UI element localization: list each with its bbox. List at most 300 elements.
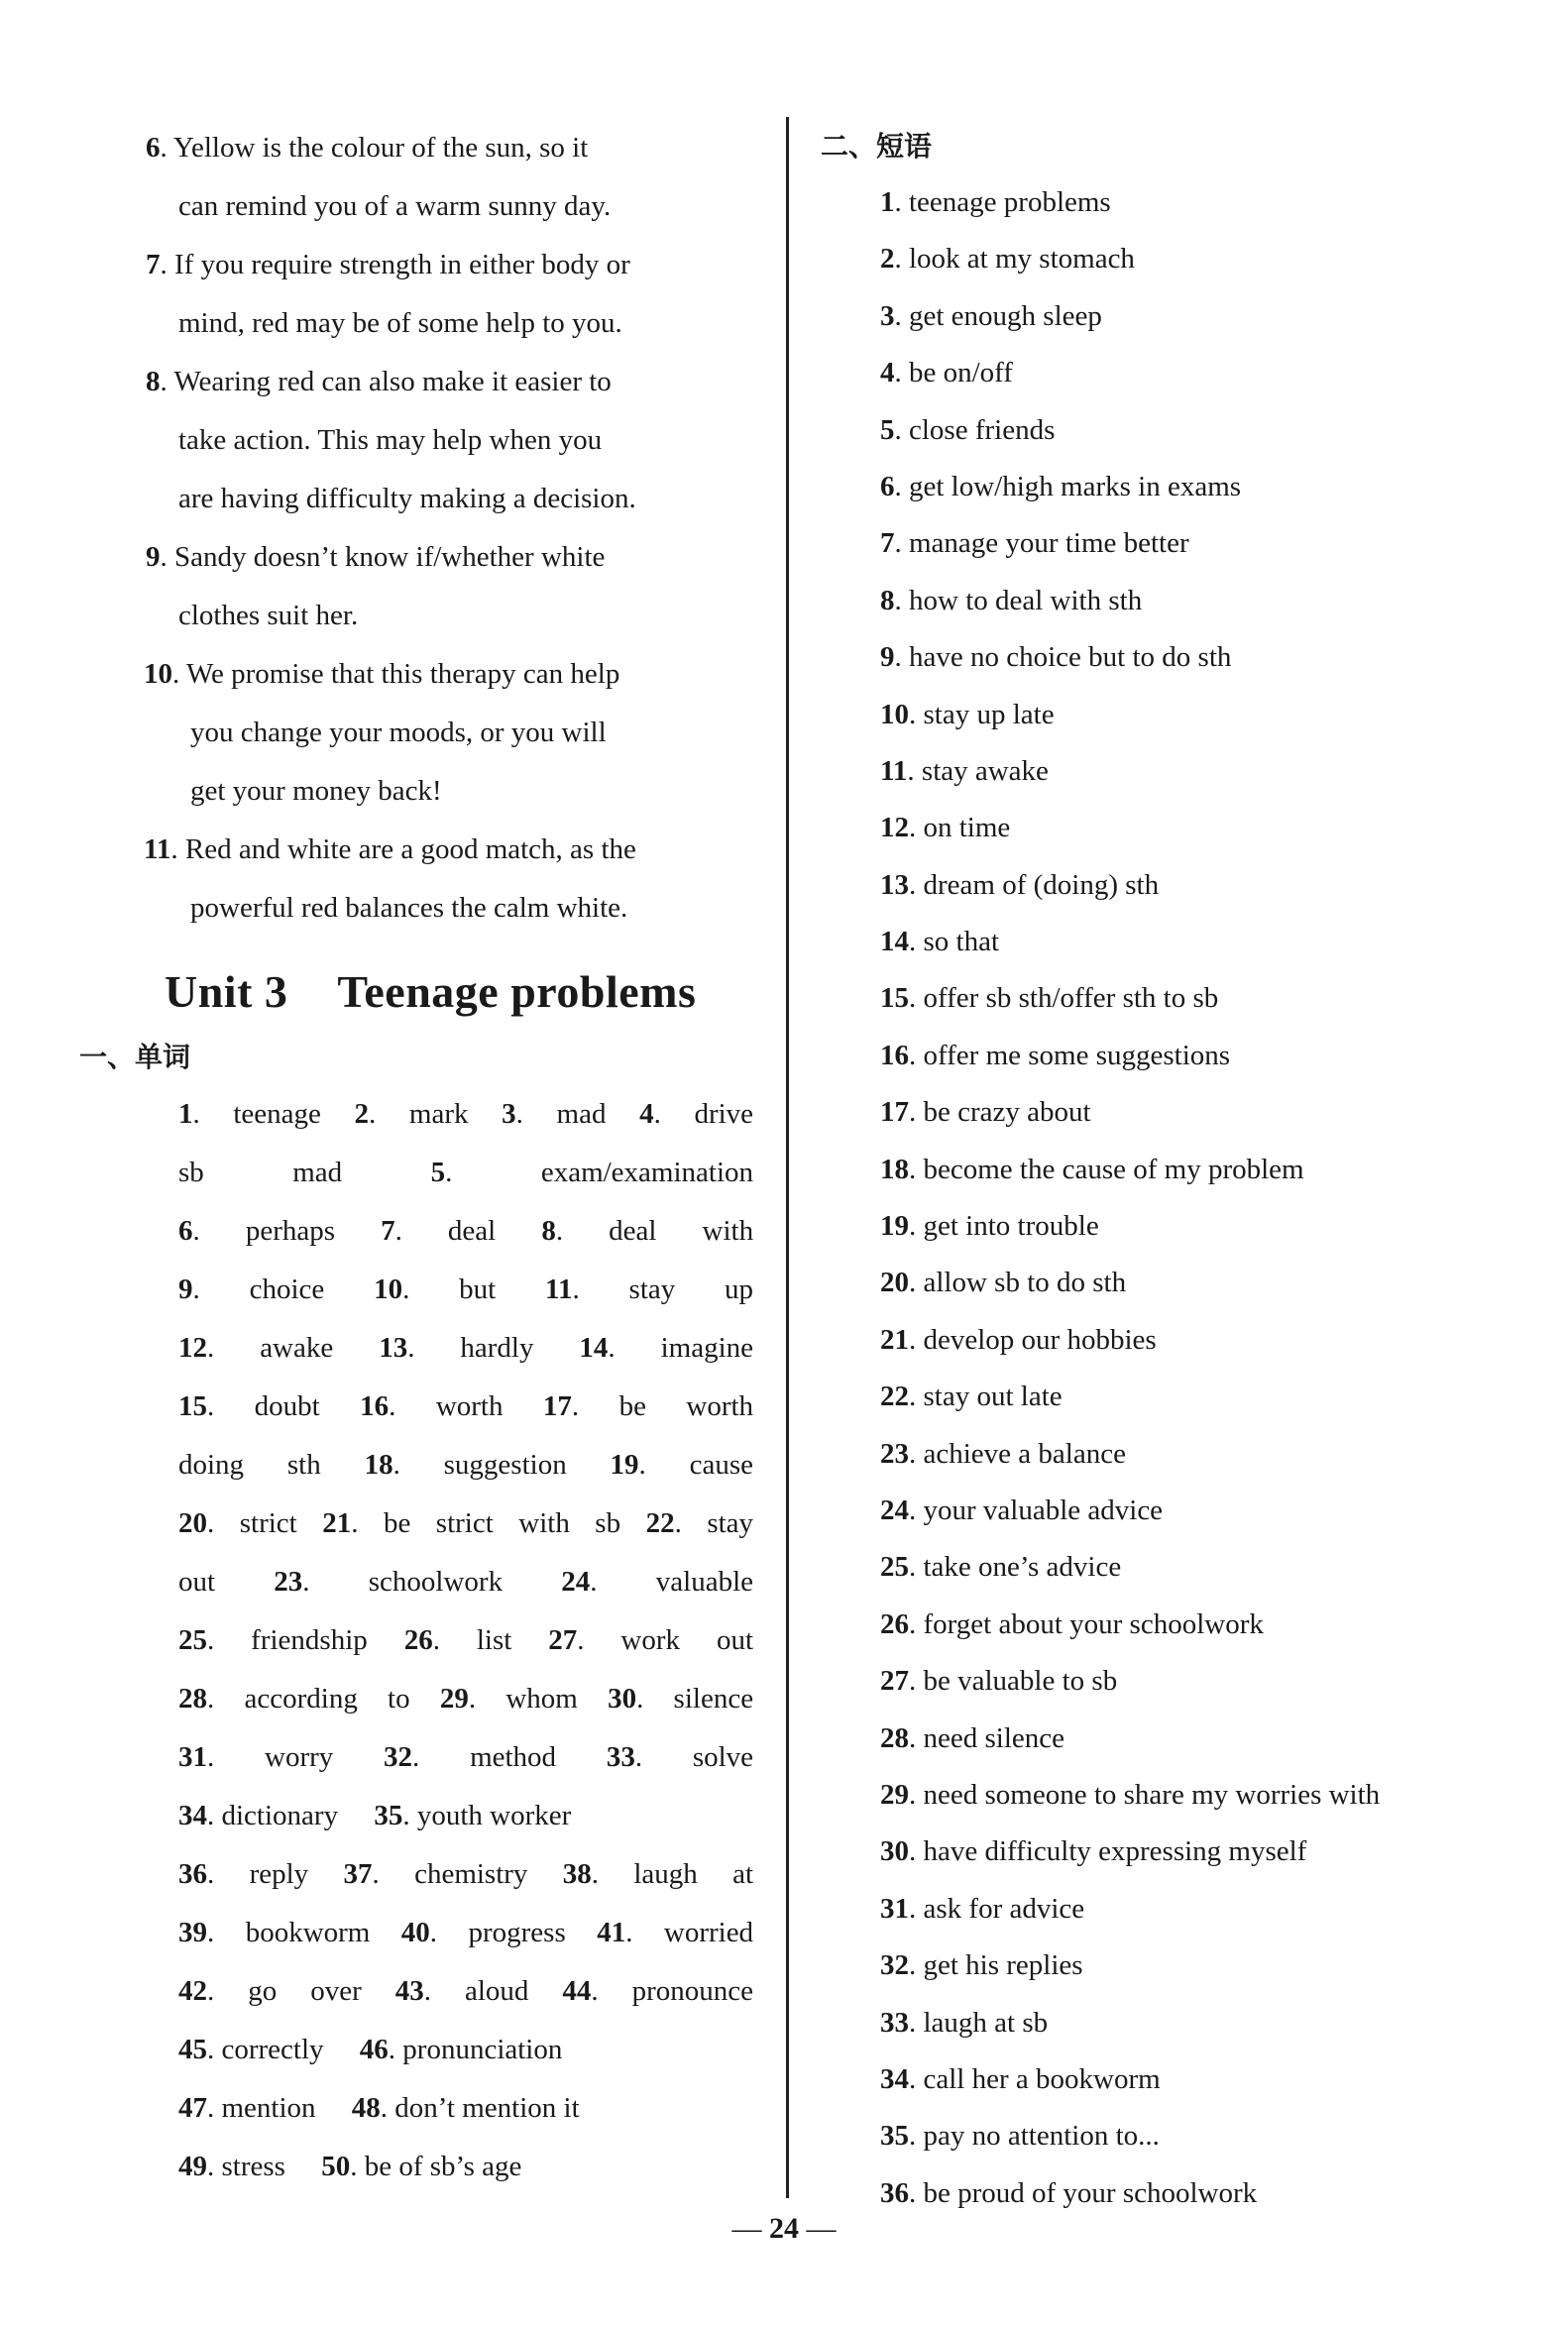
word-number: 47 <box>178 2092 207 2124</box>
word-row <box>178 1962 753 2021</box>
phrase-text: get his replies <box>923 1949 1083 1982</box>
phrase-item: 29. need someone to share my worries with <box>880 1778 1381 1811</box>
right-column <box>821 119 1514 2222</box>
phrase-item: 26. forget about your schoolwork <box>880 1607 1264 1640</box>
phrase-item: 31. ask for advice <box>880 1892 1085 1925</box>
phrase-number: 28 <box>880 1721 909 1754</box>
word-number: 9 <box>178 1273 193 1305</box>
word-entry: 13. hardly <box>379 1332 534 1364</box>
word-text: drive <box>694 1098 754 1130</box>
phrase-text: allow sb to do sth <box>923 1267 1127 1299</box>
word-entry: 8. deal with <box>541 1215 754 1247</box>
word-row <box>178 2079 753 2138</box>
phrase-number: 34 <box>880 2062 909 2095</box>
word-text: imagine <box>660 1332 754 1364</box>
phrase-item: 22. stay out late <box>880 1381 1063 1413</box>
sentence-line: . Sandy doesn’t know if/whether white <box>160 541 606 573</box>
word-number: 8 <box>541 1215 556 1247</box>
sentence-line: get your money back! <box>190 775 442 807</box>
phrase-number: 16 <box>880 1039 909 1071</box>
word-text: hardly <box>460 1332 534 1364</box>
word-number: 16 <box>360 1390 390 1422</box>
word-number: 19 <box>610 1449 639 1481</box>
phrase-number: 31 <box>880 1892 909 1925</box>
word-entry: 34. dictionary <box>178 1800 339 1831</box>
phrase-item: 4. be on/off <box>880 357 1013 389</box>
sentence-item <box>119 528 753 645</box>
phrase-item: 2. look at my stomach <box>880 243 1135 276</box>
word-number: 10 <box>374 1273 403 1305</box>
phrase-item: 7. manage your time better <box>880 527 1189 560</box>
word-row <box>178 1611 753 1670</box>
phrase-text: how to deal with sth <box>909 584 1143 616</box>
word-row <box>178 1319 753 1378</box>
word-entry: 26. list <box>403 1624 512 1656</box>
phrase-number: 22 <box>880 1381 909 1413</box>
phrase-item: 19. get into trouble <box>880 1210 1099 1243</box>
sentence-item <box>119 645 753 821</box>
phrase-number: 3 <box>880 299 895 332</box>
phrase-number: 6 <box>880 470 895 502</box>
word-row <box>178 1787 753 1845</box>
phrase-number: 8 <box>880 584 895 616</box>
phrase-number: 9 <box>880 641 895 674</box>
word-entry: 28. according to <box>178 1683 410 1715</box>
phrase-number: 32 <box>880 1949 909 1982</box>
word-entry: 37. chemistry <box>343 1858 528 1890</box>
word-text: mention <box>221 2092 316 2124</box>
word-row <box>178 1202 753 1261</box>
sentence-line: can remind you of a warm sunny day. <box>178 190 612 222</box>
phrase-text: be on/off <box>909 357 1013 389</box>
word-entry: 4. drive <box>639 1098 754 1130</box>
word-number: 44 <box>562 1975 592 2007</box>
phrase-item: 10. stay up late <box>880 698 1055 730</box>
word-number: 15 <box>178 1390 207 1422</box>
phrase-text: be crazy about <box>923 1096 1091 1129</box>
word-text: perhaps <box>245 1215 336 1247</box>
word-number: 5 <box>430 1157 446 1188</box>
words-section-heading: 一、单词 <box>79 1041 191 1073</box>
phrase-number: 15 <box>880 982 909 1015</box>
word-number: 28 <box>178 1683 207 1715</box>
unit-heading <box>165 965 753 1018</box>
phrase-item: 25. take one’s advice <box>880 1551 1122 1584</box>
word-text: awake <box>260 1332 334 1364</box>
word-row <box>178 1670 753 1728</box>
phrase-text: need silence <box>923 1721 1065 1754</box>
word-entry: 9. choice <box>178 1273 325 1305</box>
phrase-number: 26 <box>880 1607 909 1640</box>
page-number-value: 24 <box>769 2212 799 2245</box>
phrase-text: be valuable to sb <box>923 1665 1118 1698</box>
sentence-item <box>119 353 753 528</box>
word-entry: 5. exam/examination <box>430 1157 754 1188</box>
word-entry: 17. be worth <box>542 1390 754 1422</box>
sentence-number: 6 <box>146 132 161 164</box>
phrase-item: 30. have difficulty expressing myself <box>880 1835 1307 1868</box>
sentence-line: . Yellow is the colour of the sun, so it <box>160 132 589 164</box>
column-divider <box>786 117 789 2198</box>
phrase-item: 23. achieve a balance <box>880 1437 1126 1470</box>
word-number: 26 <box>403 1624 433 1656</box>
word-number: 33 <box>606 1741 635 1773</box>
word-number: 3 <box>502 1098 516 1130</box>
word-text: friendship <box>251 1624 368 1656</box>
phrase-number: 2 <box>880 243 895 276</box>
sentence-item <box>119 821 753 938</box>
word-entry: 21. be strict with sb <box>322 1507 621 1539</box>
word-entry: 44. pronounce <box>562 1975 754 2007</box>
sentence-number: 11 <box>144 833 171 865</box>
phrase-item: 15. offer sb sth/offer sth to sb <box>880 982 1219 1015</box>
phrase-number: 1 <box>880 186 895 218</box>
phrase-number: 7 <box>880 527 895 560</box>
phrase-number: 11 <box>880 754 908 787</box>
word-entry: 42. go over <box>178 1975 362 2007</box>
word-entry: 36. reply <box>178 1858 309 1890</box>
phrase-number: 23 <box>880 1437 909 1470</box>
word-number: 34 <box>178 1800 207 1831</box>
word-text: stay up <box>628 1273 754 1305</box>
word-entry: 10. but <box>374 1273 497 1305</box>
phrases-section-heading: 二、短语 <box>821 130 933 163</box>
phrase-item: 6. get low/high marks in exams <box>880 470 1242 502</box>
word-text: don’t mention it <box>394 2092 580 2124</box>
word-number: 11 <box>545 1273 573 1305</box>
sentence-number: 8 <box>146 366 161 397</box>
word-text: strict <box>239 1507 297 1539</box>
word-entry: 12. awake <box>178 1332 334 1364</box>
phrase-text: achieve a balance <box>923 1437 1126 1470</box>
word-list <box>119 1085 753 2196</box>
phrase-number: 17 <box>880 1096 909 1129</box>
word-entry: 1. teenage <box>178 1098 321 1130</box>
translation-sentences <box>119 119 753 938</box>
phrase-text: offer me some suggestions <box>923 1039 1231 1071</box>
word-entry: 31. worry <box>178 1741 334 1773</box>
word-text: deal <box>447 1215 497 1247</box>
word-text: but <box>459 1273 497 1305</box>
phrase-text: close friends <box>909 413 1056 446</box>
phrase-text: offer sb sth/offer sth to sb <box>923 982 1219 1015</box>
word-text: solve <box>692 1741 754 1773</box>
word-number: 17 <box>542 1390 572 1422</box>
word-entry: 19. cause <box>610 1449 754 1481</box>
word-number: 29 <box>439 1683 469 1715</box>
word-number: 25 <box>178 1624 207 1656</box>
phrase-text: take one’s advice <box>923 1551 1122 1584</box>
word-entry: 23. schoolwork <box>274 1566 504 1598</box>
phrase-number: 25 <box>880 1551 909 1584</box>
phrase-item: 13. dream of (doing) sth <box>880 868 1160 901</box>
sentence-item <box>119 236 753 353</box>
phrase-text: need someone to share my worries with <box>923 1778 1381 1811</box>
word-row <box>178 1728 753 1787</box>
phrase-text: get low/high marks in exams <box>909 470 1242 502</box>
word-number: 13 <box>379 1332 408 1364</box>
word-number: 35 <box>374 1800 403 1831</box>
word-entry: 16. worth <box>360 1390 504 1422</box>
sentence-number: 9 <box>146 541 161 573</box>
word-row <box>178 1378 753 1436</box>
word-entry: 14. imagine <box>579 1332 754 1364</box>
word-number: 42 <box>178 1975 207 2007</box>
left-column <box>79 119 754 2196</box>
word-entry: 43. aloud <box>394 1975 529 2007</box>
phrase-number: 27 <box>880 1665 909 1698</box>
phrase-text: on time <box>923 812 1011 844</box>
word-number: 22 <box>645 1507 675 1539</box>
word-text: suggestion <box>443 1449 567 1481</box>
phrase-item: 18. become the cause of my problem <box>880 1153 1304 1185</box>
phrase-text: dream of (doing) sth <box>923 868 1160 901</box>
phrase-text: become the cause of my problem <box>923 1153 1304 1185</box>
phrase-item: 12. on time <box>880 812 1011 844</box>
phrase-item: 17. be crazy about <box>880 1096 1091 1129</box>
phrase-number: 4 <box>880 357 895 389</box>
word-number: 43 <box>394 1975 424 2007</box>
word-number: 21 <box>322 1507 352 1539</box>
phrase-text: call her a bookworm <box>923 2062 1161 2095</box>
word-number: 30 <box>608 1683 637 1715</box>
sentence-line: you change your moods, or you will <box>190 717 607 748</box>
word-number: 49 <box>178 2151 207 2182</box>
word-text: youth worker <box>416 1800 572 1831</box>
word-text: pronounce <box>631 1975 754 2007</box>
phrase-number: 29 <box>880 1778 909 1811</box>
word-entry: 41. worried <box>597 1917 754 1948</box>
word-entry <box>178 1449 321 1481</box>
word-entry: 20. strict <box>178 1507 297 1539</box>
word-text: mark <box>408 1098 469 1130</box>
phrase-item: 32. get his replies <box>880 1949 1083 1982</box>
word-text: schoolwork <box>368 1566 504 1598</box>
phrase-item: 34. call her a bookworm <box>880 2062 1161 2095</box>
sentence-line: powerful red balances the calm white. <box>190 892 628 924</box>
phrase-number: 10 <box>880 698 909 730</box>
word-text: teenage <box>233 1098 321 1130</box>
phrase-item: 21. develop our hobbies <box>880 1323 1157 1356</box>
phrase-number: 35 <box>880 2120 909 2153</box>
phrase-number: 18 <box>880 1153 909 1185</box>
word-text: valuable <box>655 1566 753 1598</box>
word-row <box>178 1261 753 1319</box>
word-text: exam/examination <box>540 1157 754 1188</box>
word-entry: 25. friendship <box>178 1624 368 1656</box>
phrase-item: 20. allow sb to do sth <box>880 1267 1127 1299</box>
word-entry: 6. perhaps <box>178 1215 336 1247</box>
word-entry: 47. mention <box>178 2092 316 2124</box>
phrase-number: 36 <box>880 2176 909 2209</box>
word-entry: 2. mark <box>354 1098 469 1130</box>
word-entry: 39. bookworm <box>178 1917 371 1948</box>
word-entry: 50. be of sb’s age <box>321 2151 522 2182</box>
phrase-text: be proud of your schoolwork <box>923 2176 1258 2209</box>
word-text: worry <box>265 1741 334 1773</box>
phrase-number: 33 <box>880 2006 909 2039</box>
phrase-number: 24 <box>880 1494 909 1526</box>
word-text: pronunciation <box>402 2034 563 2065</box>
word-text: sb mad <box>178 1157 343 1188</box>
word-number: 12 <box>178 1332 207 1364</box>
sentence-line: . If you require strength in either body or <box>160 249 630 280</box>
phrase-text: get enough sleep <box>909 299 1102 332</box>
phrase-number: 5 <box>880 413 895 446</box>
word-text: bookworm <box>245 1917 371 1948</box>
phrase-item: 35. pay no attention to... <box>880 2120 1160 2153</box>
word-entry: 40. progress <box>400 1917 566 1948</box>
word-number: 50 <box>321 2151 351 2182</box>
word-entry: 48. don’t mention it <box>351 2092 580 2124</box>
word-number: 37 <box>343 1858 373 1890</box>
word-entry: 24. valuable <box>561 1566 753 1598</box>
word-text: reply <box>249 1858 309 1890</box>
word-text: out <box>178 1566 216 1598</box>
word-text: method <box>470 1741 557 1773</box>
phrase-text: pay no attention to... <box>923 2120 1160 2153</box>
word-text: be worth <box>618 1390 754 1422</box>
word-row <box>178 1845 753 1904</box>
phrase-text: forget about your schoolwork <box>923 1607 1264 1640</box>
phrase-text: stay out late <box>923 1381 1063 1413</box>
word-text: doubt <box>254 1390 320 1422</box>
word-text: dictionary <box>221 1800 339 1831</box>
word-text: stay <box>707 1507 754 1539</box>
word-entry: 46. pronunciation <box>359 2034 563 2065</box>
word-row <box>178 1144 753 1202</box>
phrase-number: 30 <box>880 1835 909 1868</box>
word-row <box>178 2021 753 2079</box>
word-text: deal with <box>609 1215 754 1247</box>
sentence-line: clothes suit her. <box>178 600 359 631</box>
sentence-number: 7 <box>146 249 161 280</box>
phrase-item: 1. teenage problems <box>880 186 1111 218</box>
word-text: be of sb’s age <box>364 2151 522 2182</box>
phrase-item: 11. stay awake <box>880 754 1049 787</box>
word-entry: 3. mad <box>502 1098 607 1130</box>
word-number: 38 <box>562 1858 592 1890</box>
phrase-item: 36. be proud of your schoolwork <box>880 2176 1258 2209</box>
sentence-line: . Red and white are a good match, as the <box>170 833 636 865</box>
word-text: worth <box>435 1390 504 1422</box>
word-text: cause <box>689 1449 754 1481</box>
word-entry: 29. whom <box>439 1683 578 1715</box>
word-entry: 11. stay up <box>545 1273 754 1305</box>
sentence-line: . Wearing red can also make it easier to <box>160 366 612 397</box>
word-number: 36 <box>178 1858 207 1890</box>
phrase-item: 9. have no choice but to do sth <box>880 641 1232 674</box>
word-entry: 22. stay <box>645 1507 754 1539</box>
word-number: 39 <box>178 1917 207 1948</box>
word-entry <box>178 1157 342 1188</box>
phrase-text: have difficulty expressing myself <box>923 1835 1307 1868</box>
word-number: 45 <box>178 2034 207 2065</box>
word-number: 31 <box>178 1741 207 1773</box>
word-number: 2 <box>354 1098 370 1130</box>
word-number: 6 <box>178 1215 193 1247</box>
phrase-text: ask for advice <box>923 1892 1085 1925</box>
word-entry: 35. youth worker <box>374 1800 572 1831</box>
word-number: 41 <box>597 1917 626 1948</box>
phrase-number: 21 <box>880 1323 909 1356</box>
word-text: aloud <box>464 1975 529 2007</box>
word-text: silence <box>673 1683 754 1715</box>
word-number: 20 <box>178 1507 207 1539</box>
word-entry: 15. doubt <box>178 1390 320 1422</box>
page-number: — 24 — <box>731 2212 837 2245</box>
phrase-item: 28. need silence <box>880 1721 1065 1754</box>
word-number: 14 <box>579 1332 609 1364</box>
phrase-text: so that <box>923 926 1000 958</box>
phrase-text: laugh at sb <box>923 2006 1049 2039</box>
phrase-list <box>821 174 1514 2222</box>
phrase-item: 16. offer me some suggestions <box>880 1039 1231 1071</box>
word-entry: 33. solve <box>606 1741 754 1773</box>
phrase-text: manage your time better <box>909 527 1189 560</box>
word-text: mad <box>556 1098 607 1130</box>
phrase-number: 19 <box>880 1210 909 1243</box>
word-number: 48 <box>351 2092 381 2124</box>
phrase-item: 33. laugh at sb <box>880 2006 1049 2039</box>
word-text: whom <box>505 1683 578 1715</box>
word-number: 23 <box>274 1566 303 1598</box>
word-number: 18 <box>364 1449 393 1481</box>
unit-label: Unit 3 <box>165 966 288 1017</box>
phrase-item: 8. how to deal with sth <box>880 584 1143 616</box>
word-entry <box>178 1566 215 1598</box>
phrase-item: 5. close friends <box>880 413 1056 446</box>
sentence-number: 10 <box>144 658 172 690</box>
word-row <box>178 1553 753 1611</box>
word-text: list <box>476 1624 512 1656</box>
word-number: 32 <box>384 1741 413 1773</box>
word-row <box>178 1085 753 1144</box>
phrase-text: stay up late <box>923 698 1055 730</box>
word-number: 1 <box>178 1098 193 1130</box>
word-entry: 45. correctly <box>178 2034 324 2065</box>
word-number: 4 <box>639 1098 654 1130</box>
phrase-text: your valuable advice <box>923 1494 1164 1526</box>
phrase-text: have no choice but to do sth <box>909 641 1232 674</box>
word-text: worried <box>663 1917 754 1948</box>
word-text: according to <box>244 1683 410 1715</box>
sentence-line: . We promise that this therapy can help <box>172 658 620 690</box>
word-text: choice <box>249 1273 325 1305</box>
unit-title: Teenage problems <box>337 966 697 1017</box>
word-text: progress <box>468 1917 566 1948</box>
phrase-text: develop our hobbies <box>923 1323 1157 1356</box>
word-number: 40 <box>400 1917 430 1948</box>
word-text: stress <box>221 2151 285 2182</box>
sentence-item <box>119 119 753 236</box>
phrase-item: 3. get enough sleep <box>880 299 1102 332</box>
phrase-text: stay awake <box>921 754 1049 787</box>
word-entry: 38. laugh at <box>562 1858 754 1890</box>
word-entry: 49. stress <box>178 2151 285 2182</box>
word-number: 27 <box>548 1624 578 1656</box>
word-entry: 27. work out <box>548 1624 753 1656</box>
phrase-text: look at my stomach <box>909 243 1135 276</box>
phrase-number: 13 <box>880 868 909 901</box>
word-text: be strict with sb <box>383 1507 621 1539</box>
word-text: doing sth <box>178 1449 321 1481</box>
word-text: work out <box>620 1624 753 1656</box>
word-number: 7 <box>381 1215 395 1247</box>
phrase-item: 27. be valuable to sb <box>880 1665 1118 1698</box>
phrase-item: 24. your valuable advice <box>880 1494 1164 1526</box>
word-text: go over <box>248 1975 362 2007</box>
